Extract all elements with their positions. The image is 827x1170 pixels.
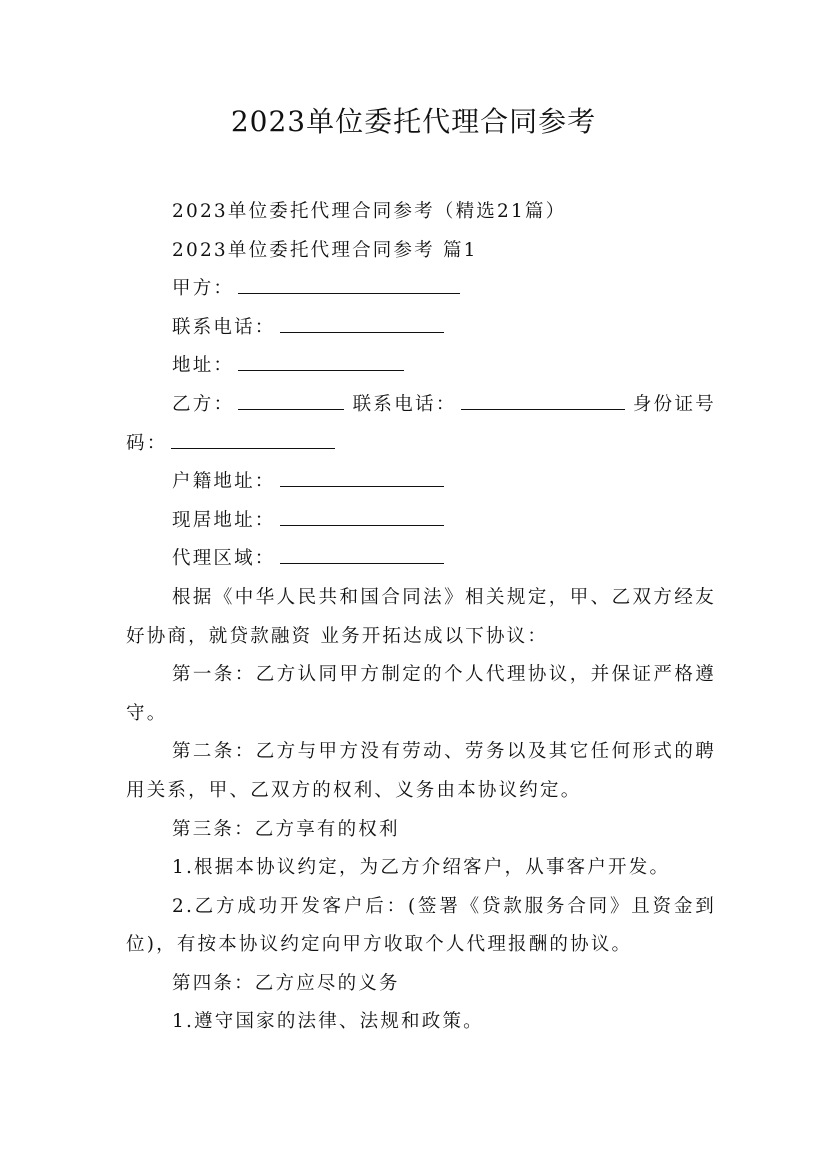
- document-title: 2023单位委托代理合同参考: [230, 105, 597, 138]
- household-address-blank: [280, 464, 444, 487]
- contact-phone-label: 联系电话：: [172, 316, 276, 338]
- party-a-blank: [238, 271, 460, 294]
- subtitle-paragraph: 2023单位委托代理合同参考（精选21篇）: [172, 201, 567, 222]
- clause-3-item-2: 2.乙方成功开发客户后：(签署《贷款服务合同》且资金到位)，有按本协议约定向甲方收取个人代理报酬的协议。: [126, 895, 716, 956]
- clause-4-item-1: 1.遵守国家的法律、法规和政策。: [172, 1011, 484, 1033]
- document-body: [126, 193, 716, 1042]
- id-number-label: 身份证号码：: [126, 393, 716, 454]
- clause-1: 第一条：乙方认同甲方制定的个人代理协议，并保证严格遵守。: [126, 664, 716, 724]
- id-number-blank: [171, 426, 335, 449]
- party-a-label: 甲方：: [172, 278, 235, 300]
- clause-4-heading: 第四条：乙方应尽的义务: [172, 972, 400, 994]
- address-label: 地址：: [172, 355, 235, 377]
- clause-3-item-1: 1.根据本协议约定，为乙方介绍客户，从事客户开发。: [172, 857, 671, 879]
- contact-phone-blank: [280, 310, 444, 333]
- party-a-field: [126, 270, 716, 309]
- address-field: [126, 347, 716, 386]
- household-address-label: 户籍地址：: [172, 471, 276, 493]
- clause-3-heading: 第三条：乙方享有的权利: [172, 818, 400, 840]
- address-blank: [238, 348, 404, 371]
- clause-2: 第二条：乙方与甲方没有劳动、劳务以及其它任何形式的聘用关系，甲、乙双方的权利、义务由本协议约定。: [126, 741, 716, 801]
- agency-region-field: [126, 540, 716, 579]
- agency-region-label: 代理区域：: [172, 548, 276, 570]
- party-b-field: [126, 386, 716, 463]
- agency-region-blank: [280, 541, 444, 564]
- party-b-label: 乙方：: [172, 393, 235, 415]
- party-b-blank: [238, 387, 344, 410]
- current-address-field: [126, 502, 716, 541]
- household-address-field: [126, 463, 716, 502]
- current-address-blank: [280, 503, 444, 526]
- section-heading: 2023单位委托代理合同参考 篇1: [172, 239, 478, 261]
- current-address-label: 现居地址：: [172, 509, 276, 531]
- party-b-phone-blank: [461, 387, 625, 410]
- preamble-paragraph: 根据《中华人民共和国合同法》相关规定，甲、乙双方经友好协商，就贷款融资 业务开拓达成以下协议：: [126, 586, 716, 647]
- party-b-phone-label: 联系电话：: [352, 393, 457, 415]
- contact-phone-field: [126, 309, 716, 348]
